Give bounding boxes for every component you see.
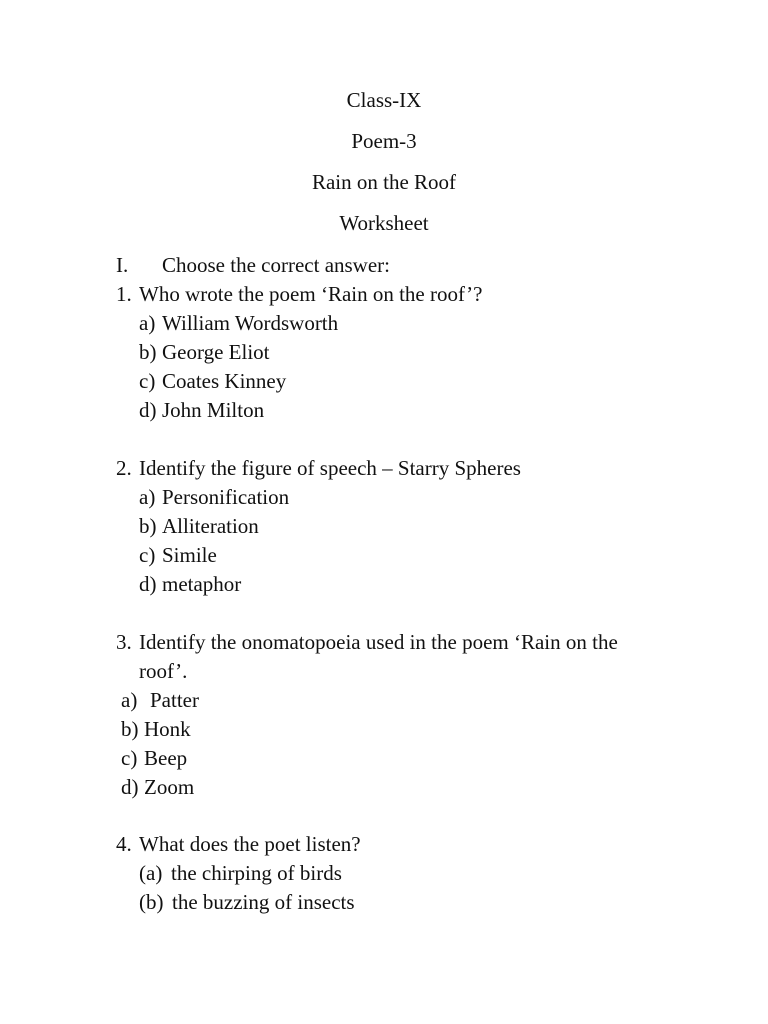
class-heading: Class-IX xyxy=(346,88,422,112)
option-label: d) xyxy=(139,398,157,422)
poem-title-heading: Rain on the Roof xyxy=(311,170,457,194)
option-label: c) xyxy=(139,543,156,567)
option-text: metaphor xyxy=(162,572,242,596)
option-text: Personification xyxy=(162,485,290,509)
option-label: (a) xyxy=(139,861,163,885)
question-1-number: 1. xyxy=(116,282,132,306)
option-text: Honk xyxy=(144,717,191,741)
question-4-number: 4. xyxy=(116,832,132,856)
option-text: the buzzing of insects xyxy=(172,890,355,914)
option-label: a) xyxy=(121,688,138,712)
option-text: William Wordsworth xyxy=(162,311,339,335)
option-text: Beep xyxy=(144,746,188,770)
option-label: (b) xyxy=(139,890,164,914)
question-2-text: Identify the figure of speech – Starry Spheres xyxy=(139,456,521,480)
question-3-number: 3. xyxy=(116,630,132,654)
section-numeral: I. xyxy=(116,253,129,277)
question-1-text: Who wrote the poem ‘Rain on the roof’? xyxy=(139,282,483,306)
option-text: Coates Kinney xyxy=(162,369,287,393)
option-label: c) xyxy=(121,746,138,770)
option-label: b) xyxy=(139,340,157,364)
question-4-text: What does the poet listen? xyxy=(139,832,361,856)
option-label: d) xyxy=(139,572,157,596)
question-3-text-line1: Identify the onomatopoeia used in the poem ‘Rain on the xyxy=(139,630,618,654)
question-2-number: 2. xyxy=(116,456,132,480)
option-text: Simile xyxy=(162,543,217,567)
worksheet-heading: Worksheet xyxy=(339,211,429,235)
poem-number-heading: Poem-3 xyxy=(351,129,417,153)
option-text: Patter xyxy=(150,688,199,712)
option-text: Zoom xyxy=(144,775,195,799)
option-label: a) xyxy=(139,485,156,509)
option-text: George Eliot xyxy=(162,340,270,364)
option-label: b) xyxy=(121,717,139,741)
option-label: b) xyxy=(139,514,157,538)
option-text: the chirping of birds xyxy=(171,861,342,885)
option-text: John Milton xyxy=(162,398,265,422)
option-label: d) xyxy=(121,775,139,799)
option-label: c) xyxy=(139,369,156,393)
option-text: Alliteration xyxy=(162,514,259,538)
option-label: a) xyxy=(139,311,156,335)
question-3-text-line2: roof’. xyxy=(139,659,188,683)
section-instruction: Choose the correct answer: xyxy=(162,253,390,277)
